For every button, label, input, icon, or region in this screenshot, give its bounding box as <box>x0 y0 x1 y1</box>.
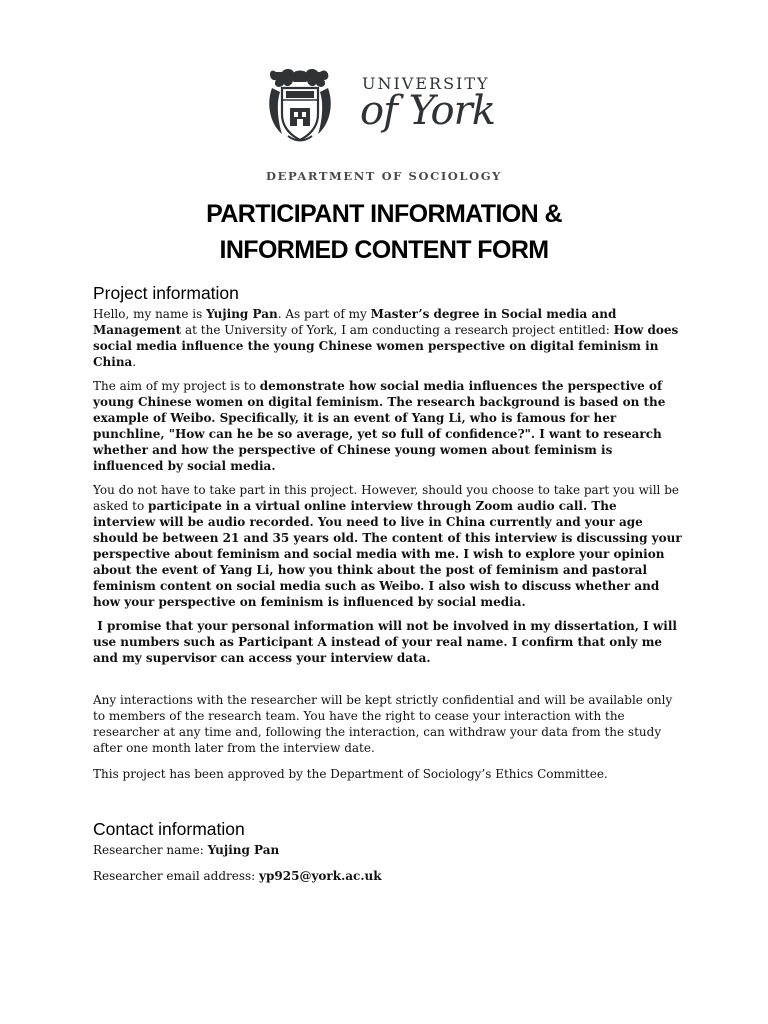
degree-name: Master’s degree in Social media and Management <box>93 307 617 337</box>
aim-bold-text: demonstrate how social media influences the perspective of young Chinese women on digital feminism. The research background is based on the example of Weibo. Specifically, it is an event of Yang Li, who is famous for her punchline, "How can he be so average, yet so full of confidence?". I want to research whether and how the perspective of Chinese young women about feminism is influenced by social media. <box>93 379 666 473</box>
intro-text-3: at the University of York, I am conducting a research project entitled: <box>181 323 614 337</box>
privacy-bold-text: I promise that your personal information will not be involved in my dissertation, I will use numbers such as Participant A instead of your real name. I confirm that only me and my supervisor can access your interview data. <box>93 619 682 665</box>
researcher-name-value: Yujing Pan <box>207 843 280 857</box>
intro-text-1: Hello, my name is <box>93 307 207 321</box>
researcher-email-value[interactable]: yp925@york.ac.uk <box>259 869 382 883</box>
project-title: How does social media influence the young Chinese women perspective on digital feminism in China <box>93 323 679 369</box>
researcher-name-label: Researcher name: <box>93 843 208 857</box>
participation-bold-text: participate in a virtual online interview through Zoom audio call. The interview will be audio recorded. You need to live in China currently and your age should be between 21 and 35 years old. The content of this interview is discussing your perspective about feminism and social media with me. I wish to explore your opinion about the event of Yang Li, how you think about the post of feminism and pastoral feminism content on social media such as Weibo. I also wish to discuss whether and how your perspective on feminism is influenced by social media. <box>93 499 682 609</box>
page-title <box>0 196 768 268</box>
intro-paragraph <box>93 306 683 370</box>
researcher-name-line <box>93 842 683 858</box>
participation-text: You do not have to take part in this project. However, should you choose to take part you will be asked to <box>93 483 679 513</box>
intro-text-4: . <box>132 355 137 369</box>
confidentiality-paragraph: Any interactions with the researcher will be kept strictly confidential and will be available only to members of the research team. You have the right to cease your interaction with the researcher at any time and, following the interaction, can withdraw your data from the study after one month later from the interview date. <box>93 693 673 755</box>
logo-wordmark-york: of York <box>360 88 495 134</box>
page-title-line-1: PARTICIPANT INFORMATION & <box>206 200 562 228</box>
aim-text: The aim of my project is to <box>93 379 260 393</box>
researcher-email-label: Researcher email address: <box>93 869 260 883</box>
researcher-email-line <box>93 868 683 884</box>
university-crest-icon <box>266 64 356 146</box>
document-body <box>93 282 683 884</box>
department-name: DEPARTMENT OF SOCIOLOGY <box>266 169 502 183</box>
contact-information-heading: Contact information <box>93 819 245 839</box>
university-logo <box>266 64 506 146</box>
intro-text-2: . As part of my <box>277 307 371 321</box>
aim-paragraph <box>93 378 683 474</box>
project-information-heading: Project information <box>93 283 239 303</box>
participation-paragraph <box>93 482 683 610</box>
page-title-line-2: INFORMED CONTENT FORM <box>219 236 549 264</box>
researcher-name-inline: Yujing Pan <box>206 307 278 321</box>
privacy-paragraph <box>93 618 683 666</box>
logo-wordmark-university: UNIVERSITY <box>362 74 490 93</box>
ethics-approval-paragraph: This project has been approved by the Department of Sociology’s Ethics Committee. <box>93 767 608 781</box>
